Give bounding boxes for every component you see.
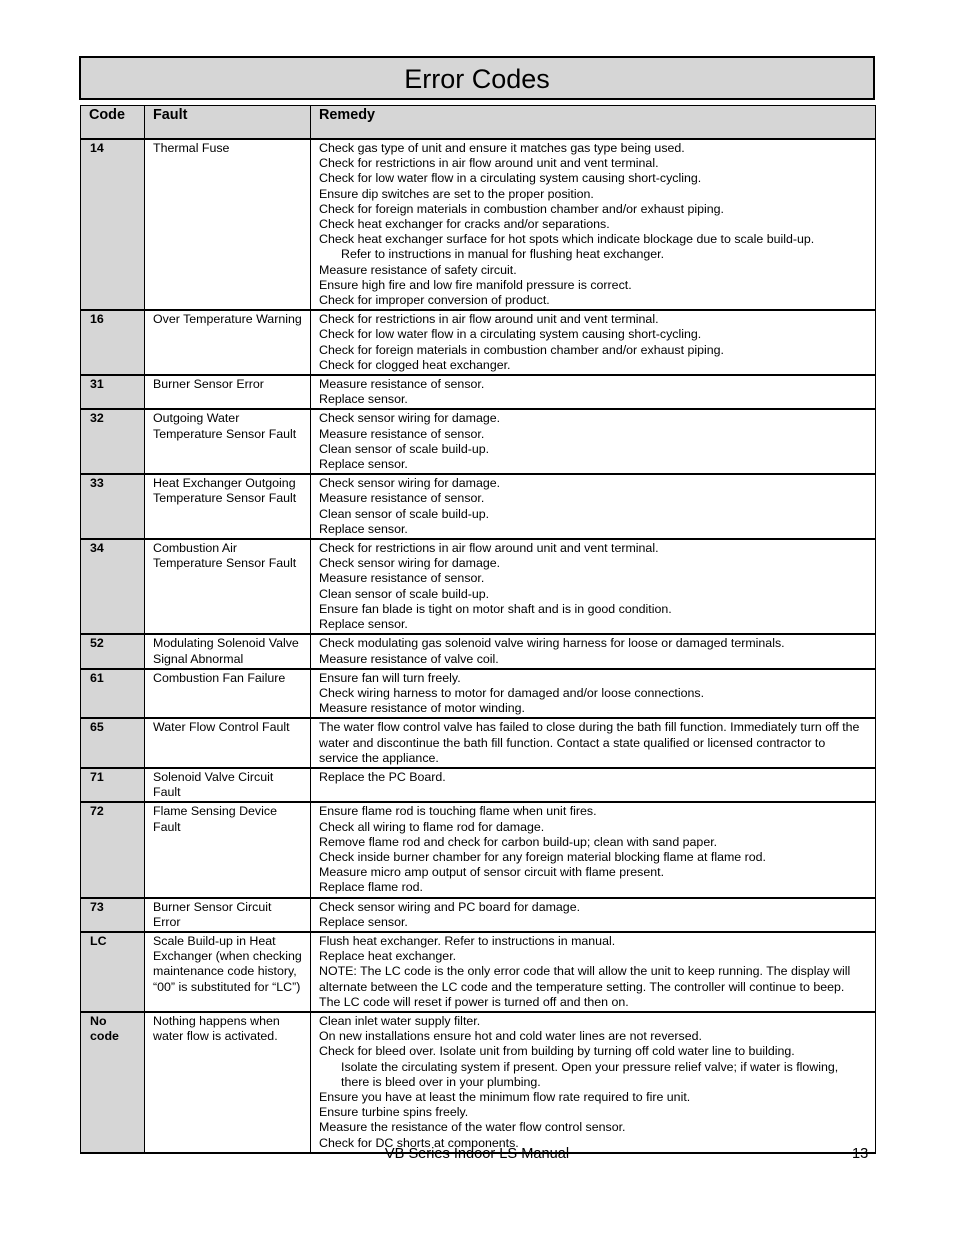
remedy-line: Measure micro amp output of sensor circuit with flame present. [319,865,665,880]
fault-description: Scale Build-up in Heat Exchanger (when checking maintenance code history, “00” is substituted for “LC”) [145,932,311,1012]
remedy-line: Check gas type of unit and ensure it matches gas type being used. [319,141,685,155]
table-row [81,898,876,932]
fault-description: Nothing happens when water flow is activated. [145,1012,311,1153]
table-row [81,932,876,1012]
remedy-cell [311,375,876,409]
table-row [81,669,876,719]
remedy-line: Measure resistance of sensor. [319,426,485,441]
remedy-line: Remove flame rod and check for carbon build-up; clean with sand paper. [319,834,718,849]
remedy-line: Check all wiring to flame rod for damage. [319,819,545,834]
fault-description: Water Flow Control Fault [145,718,311,768]
remedy-line: Check for DC shorts at components. [319,1135,519,1150]
remedy-cell [311,932,876,1012]
remedy-line: Check for restrictions in air flow around unit and vent terminal. [319,541,659,556]
remedy-line: Check sensor wiring for damage. [319,476,501,491]
remedy-line: The water flow control valve has failed to close during the bath fill function. Immediately turn off the water and discontinue the bath fill function. Contact a state qualified or licensed contractor to service the appliance. [319,720,860,765]
error-code: No code [81,1012,145,1153]
remedy-line: Replace sensor. [319,617,408,632]
error-code: 65 [81,718,145,768]
table-row [81,409,876,474]
fault-description: Solenoid Valve Circuit Fault [145,768,311,802]
fault-description: Burner Sensor Error [145,375,311,409]
table-row [81,718,876,768]
error-code: 14 [81,139,145,310]
remedy-line: Check for clogged heat exchanger. [319,357,511,372]
remedy-cell [311,634,876,668]
remedy-line: Replace heat exchanger. [319,949,457,964]
error-code: 52 [81,634,145,668]
remedy-line: NOTE: The LC code is the only error code that will allow the unit to keep running. The display will alternate between the LC code and the temperature setting. The controller will continue to beep. The LC code will reset if power is turned off and then on. [319,964,851,1009]
remedy-line: Ensure dip switches are set to the proper position. [319,186,594,201]
remedy-line: Measure resistance of motor winding. [319,701,525,716]
fault-description: Combustion Air Temperature Sensor Fault [145,539,311,634]
remedy-line: Ensure high fire and low fire manifold pressure is correct. [319,277,632,292]
remedy-line: Check for low water flow in a circulating system causing short-cycling. [319,327,702,342]
fault-description: Flame Sensing Device Fault [145,802,311,897]
page-title: Error Codes [79,56,875,100]
remedy-line: Clean inlet water supply filter. [319,1013,481,1028]
error-code: 31 [81,375,145,409]
table-header-row [81,106,876,140]
remedy-cell [311,409,876,474]
table-row [81,634,876,668]
error-code: 73 [81,898,145,932]
remedy-line: On new installations ensure hot and cold water lines are not reversed. [319,1029,702,1044]
remedy-line: Check sensor wiring for damage. [319,411,501,426]
remedy-line: Replace sensor. [319,521,408,536]
remedy-line: Ensure flame rod is touching flame when unit fires. [319,804,597,819]
remedy-line: Clean sensor of scale build-up. [319,441,490,456]
header-fault: Fault [145,106,311,140]
table-row [81,139,876,310]
remedy-line: Check for restrictions in air flow around unit and vent terminal. [319,312,659,327]
remedy-line: Check wiring harness to motor for damaged and/or loose connections. [319,685,705,700]
remedy-line: Measure resistance of sensor. [319,491,485,506]
footer-manual-title: VB Series Indoor LS Manual [384,1146,570,1162]
remedy-line: Refer to instructions in manual for flushing heat exchanger. [341,247,665,262]
remedy-line: Check heat exchanger for cracks and/or separations. [319,217,610,232]
remedy-cell [311,474,876,539]
remedy-line: Replace sensor. [319,457,408,472]
table-row [81,375,876,409]
table-row [81,802,876,897]
error-code: 61 [81,669,145,719]
error-code: 33 [81,474,145,539]
error-code: 72 [81,802,145,897]
remedy-line: Check for foreign materials in combustion chamber and/or exhaust piping. [319,201,724,216]
remedy-line: Flush heat exchanger. Refer to instructions in manual. [319,933,616,948]
remedy-cell [311,310,876,375]
remedy-line: Replace sensor. [319,392,408,407]
remedy-line: Replace sensor. [319,914,408,929]
remedy-line: Ensure turbine spins freely. [319,1105,469,1120]
remedy-cell [311,539,876,634]
remedy-line: Ensure you have at least the minimum flow rate required to fire unit. [319,1089,691,1104]
remedy-line: Measure resistance of safety circuit. [319,262,517,277]
remedy-line: Check for bleed over. Isolate unit from building by turning off cold water line to building. [319,1044,795,1059]
footer-page-number: 13 [852,1146,869,1162]
remedy-line: Check heat exchanger surface for hot spots which indicate blockage due to scale build-up. [319,232,815,247]
remedy-line: Measure the resistance of the water flow control sensor. [319,1120,626,1135]
remedy-line: Replace the PC Board. [319,769,446,784]
remedy-line: Measure resistance of valve coil. [319,651,499,666]
remedy-line: Ensure fan blade is tight on motor shaft and is in good condition. [319,601,672,616]
table-body [81,139,876,1153]
remedy-line: Replace flame rod. [319,880,423,895]
fault-description: Combustion Fan Failure [145,669,311,719]
header-remedy: Remedy [311,106,876,140]
table-row [81,1012,876,1153]
header-code: Code [81,106,145,140]
fault-description: Burner Sensor Circuit Error [145,898,311,932]
remedy-cell [311,898,876,932]
remedy-line: Measure resistance of sensor. [319,377,485,392]
fault-description: Modulating Solenoid Valve Signal Abnormal [145,634,311,668]
remedy-line: Check for low water flow in a circulating system causing short-cycling. [319,171,702,186]
remedy-cell [311,139,876,310]
table-row [81,539,876,634]
error-code: 34 [81,539,145,634]
remedy-cell [311,1012,876,1153]
remedy-line: Check inside burner chamber for any foreign material blocking flame at flame rod. [319,849,766,864]
remedy-line: Check for restrictions in air flow around unit and vent terminal. [319,156,659,171]
error-code: LC [81,932,145,1012]
remedy-line: Clean sensor of scale build-up. [319,506,490,521]
remedy-line: Check for improper conversion of product. [319,293,550,308]
remedy-cell [311,802,876,897]
remedy-line: Check for foreign materials in combustion chamber and/or exhaust piping. [319,342,724,357]
error-code: 16 [81,310,145,375]
remedy-cell [311,669,876,719]
remedy-line: Check sensor wiring for damage. [319,556,501,571]
fault-description: Outgoing Water Temperature Sensor Fault [145,409,311,474]
remedy-line: Isolate the circulating system if present. Open your pressure relief valve; if water is flowing, there is bleed over in your plumbing. [341,1059,839,1089]
table-row [81,768,876,802]
remedy-cell [311,718,876,768]
error-code: 32 [81,409,145,474]
remedy-line: Clean sensor of scale build-up. [319,586,490,601]
error-code: 71 [81,768,145,802]
remedy-line: Ensure fan will turn freely. [319,670,461,685]
remedy-line: Check sensor wiring and PC board for damage. [319,899,581,914]
fault-description: Thermal Fuse [145,139,311,310]
error-codes-table [80,105,876,1154]
table-row [81,474,876,539]
remedy-cell [311,768,876,802]
fault-description: Over Temperature Warning [145,310,311,375]
remedy-line: Measure resistance of sensor. [319,571,485,586]
fault-description: Heat Exchanger Outgoing Temperature Sensor Fault [145,474,311,539]
remedy-line: Check modulating gas solenoid valve wiring harness for loose or damaged terminals. [319,636,785,651]
table-row [81,310,876,375]
